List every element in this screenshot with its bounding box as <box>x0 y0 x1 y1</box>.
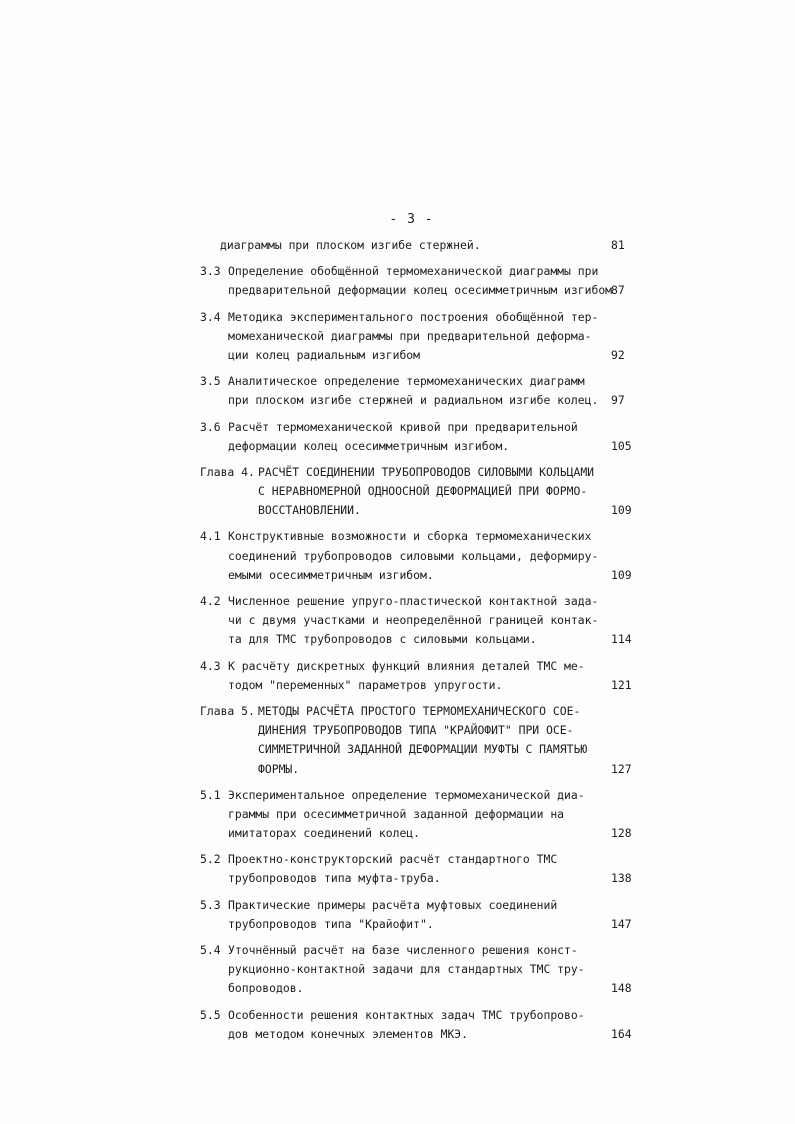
toc-entry-number: 3.4 <box>200 309 221 324</box>
toc-entry-line <box>228 308 640 327</box>
toc-entry-text: ВОССТАНОВЛЕНИИ. <box>258 503 361 518</box>
toc-entry-line <box>228 566 640 585</box>
toc-entry-page: 105 <box>611 438 632 453</box>
toc-entry-number: 5.3 <box>200 897 221 912</box>
toc-entry-line <box>228 824 640 843</box>
toc-entry-line <box>228 676 640 695</box>
toc-entry-page: 164 <box>611 1026 632 1041</box>
toc-entry-line <box>228 592 640 611</box>
toc-entry-page: 128 <box>611 826 632 841</box>
toc-entry-line <box>228 418 640 437</box>
toc-entry-text: рукционно-контактной задачи для стандартных ТМС тру- <box>228 962 585 977</box>
toc-entry-line <box>228 327 640 346</box>
toc-entry-number: 3.5 <box>200 374 221 389</box>
toc-entry-line <box>228 915 640 934</box>
table-of-contents <box>200 236 640 1051</box>
toc-section <box>200 941 640 999</box>
toc-entry-line <box>258 721 640 740</box>
toc-entry-line <box>228 547 640 566</box>
toc-entry-text: Проектно-конструкторский расчёт стандартного ТМС <box>228 852 558 867</box>
toc-entry-line <box>228 941 640 960</box>
toc-section <box>200 308 640 366</box>
toc-entry-line <box>228 391 640 410</box>
toc-entry-text: К расчёту дискретных функций влияния деталей ТМС ме- <box>228 658 585 673</box>
toc-entry-line <box>228 262 640 281</box>
toc-entry-text: РАСЧЁТ СОЕДИНЕНИИ ТРУБОПРОВОДОВ СИЛОВЫМИ КОЛЬЦАМИ <box>258 464 595 479</box>
toc-entry-line <box>228 657 640 676</box>
toc-entry-number: 5.5 <box>200 1007 221 1022</box>
toc-chapter <box>200 463 640 521</box>
toc-entry-text: Особенности решения контактных задач ТМС трубопрово- <box>228 1007 585 1022</box>
toc-entry-text: МЕТОДЫ РАСЧЁТА ПРОСТОГО ТЕРМОМЕХАНИЧЕСКОГО СОЕ- <box>258 703 581 718</box>
toc-entry-text: СИММЕТРИЧНОЙ ЗАДАННОЙ ДЕФОРМАЦИИ МУФТЫ С ПАМЯТЬЮ <box>258 742 588 757</box>
toc-entry-line <box>228 611 640 630</box>
toc-entry-text: Конструктивные возможности и сборка термомеханических <box>228 529 592 544</box>
toc-entry-line <box>228 896 640 915</box>
toc-entry-page: 148 <box>611 981 632 996</box>
toc-entry-page: 138 <box>611 871 632 886</box>
toc-entry-line <box>258 760 640 779</box>
toc-entry-text: диаграммы при плоском изгибе стержней. <box>220 238 481 252</box>
toc-entry-line <box>228 1006 640 1025</box>
toc-entry-text: Аналитическое определение термомеханических диаграмм <box>228 374 585 389</box>
toc-entry-line <box>228 346 640 365</box>
toc-entry-page: 81 <box>611 238 625 252</box>
toc-continuation <box>200 236 640 255</box>
toc-entry-number: 4.2 <box>200 594 221 608</box>
toc-section <box>200 418 640 456</box>
toc-entry-text: Уточнённый расчёт на базе численного решения конст- <box>228 943 578 957</box>
toc-entry-line <box>228 869 640 888</box>
toc-entry-page: 97 <box>611 393 625 408</box>
toc-entry-line <box>228 805 640 824</box>
toc-entry-page: 92 <box>611 347 625 362</box>
toc-entry-page: 109 <box>611 503 632 518</box>
toc-section <box>200 1006 640 1044</box>
toc-entry-page: 114 <box>611 632 632 647</box>
page-number: - 3 - <box>389 212 434 227</box>
toc-entry-text: трубопроводов типа муфта-труба. <box>228 871 441 886</box>
toc-entry-number: 5.4 <box>200 943 221 957</box>
toc-entry-page: 147 <box>611 916 632 931</box>
toc-entry-page: 127 <box>611 761 632 776</box>
toc-entry-text: емыми осесимметричным изгибом. <box>228 567 434 582</box>
toc-entry-line <box>228 372 640 391</box>
toc-entry-text: Практические примеры расчёта муфтовых соединений <box>228 897 558 912</box>
toc-entry-line <box>228 1025 640 1044</box>
toc-entry-line <box>228 960 640 979</box>
toc-entry-number: 5.2 <box>200 852 221 867</box>
toc-entry-text: соединений трубопроводов силовыми кольцами, деформиру- <box>228 548 599 563</box>
toc-entry-text: та для ТМС трубопроводов с силовыми кольцами. <box>228 632 537 647</box>
toc-entry-line <box>228 437 640 456</box>
toc-entry-number: Глава 4. <box>200 464 255 479</box>
toc-entry-number: 3.6 <box>200 419 221 434</box>
toc-section <box>200 850 640 888</box>
toc-entry-line <box>258 463 640 482</box>
toc-entry-line <box>258 501 640 520</box>
toc-entry-text: при плоском изгибе стержней и радиальном изгибе колец. <box>228 393 599 408</box>
toc-entry-text: дов методом конечных элементов МКЭ. <box>228 1026 469 1041</box>
toc-entry-text: Расчёт термомеханической кривой при предварительной <box>228 419 578 434</box>
toc-entry-line <box>258 482 640 501</box>
toc-section <box>200 527 640 585</box>
toc-entry-line <box>220 236 640 255</box>
toc-entry-line <box>228 786 640 805</box>
toc-entry-text: деформации колец осесимметричным изгибом. <box>228 438 510 453</box>
toc-entry-line <box>228 630 640 649</box>
toc-entry-text: предварительной деформации колец осесимметричным изгибом <box>228 283 613 298</box>
toc-entry-text: ции колец радиальным изгибом <box>228 347 421 362</box>
toc-section <box>200 262 640 300</box>
toc-entry-page: 121 <box>611 677 632 692</box>
toc-chapter <box>200 702 640 779</box>
toc-entry-text: ФОРМЫ. <box>258 761 300 776</box>
toc-entry-text: ДИНЕНИЯ ТРУБОПРОВОДОВ ТИПА "КРАЙОФИТ" ПРИ ОСЕ- <box>258 723 574 738</box>
toc-entry-text: Определение обобщённой термомеханической диаграммы при <box>228 264 599 279</box>
toc-entry-text: бопроводов. <box>228 981 304 996</box>
toc-entry-number: 4.3 <box>200 658 221 673</box>
toc-section <box>200 896 640 934</box>
toc-entry-number: 4.1 <box>200 529 221 544</box>
toc-entry-line <box>228 979 640 998</box>
toc-entry-line <box>228 527 640 546</box>
toc-entry-page: 87 <box>611 283 625 298</box>
toc-entry-line <box>258 702 640 721</box>
toc-entry-line <box>228 281 640 300</box>
toc-entry-text: трубопроводов типа "Крайофит". <box>228 916 434 931</box>
toc-entry-number: 3.3 <box>200 264 221 279</box>
toc-entry-text: С НЕРАВНОМЕРНОЙ ОДНООСНОЙ ДЕФОРМАЦИЕЙ ПРИ ФОРМО- <box>258 484 588 499</box>
toc-entry-page: 109 <box>611 567 632 582</box>
toc-entry-text: тодом "переменных" параметров упругости. <box>228 677 503 692</box>
toc-section <box>200 786 640 844</box>
toc-entry-text: Экспериментальное определение термомеханической диа- <box>228 787 585 802</box>
toc-entry-text: имитаторах соединений колец. <box>228 826 421 841</box>
toc-entry-line <box>228 850 640 869</box>
toc-entry-text: граммы при осесимметричной заданной деформации на <box>228 806 565 821</box>
toc-entry-line <box>258 740 640 759</box>
toc-section <box>200 592 640 650</box>
toc-entry-text: Методика экспериментального построения обобщённой тер- <box>228 309 599 324</box>
toc-section <box>200 372 640 410</box>
toc-entry-number: Глава 5. <box>200 703 255 718</box>
toc-entry-text: момеханической диаграммы при предварительной деформа- <box>228 328 592 343</box>
toc-section <box>200 657 640 695</box>
toc-entry-text: Численное решение упруго-пластической контактной зада- <box>228 594 599 608</box>
toc-entry-text: чи с двумя участками и неопределённой границей контак- <box>228 613 599 628</box>
toc-entry-number: 5.1 <box>200 787 221 802</box>
